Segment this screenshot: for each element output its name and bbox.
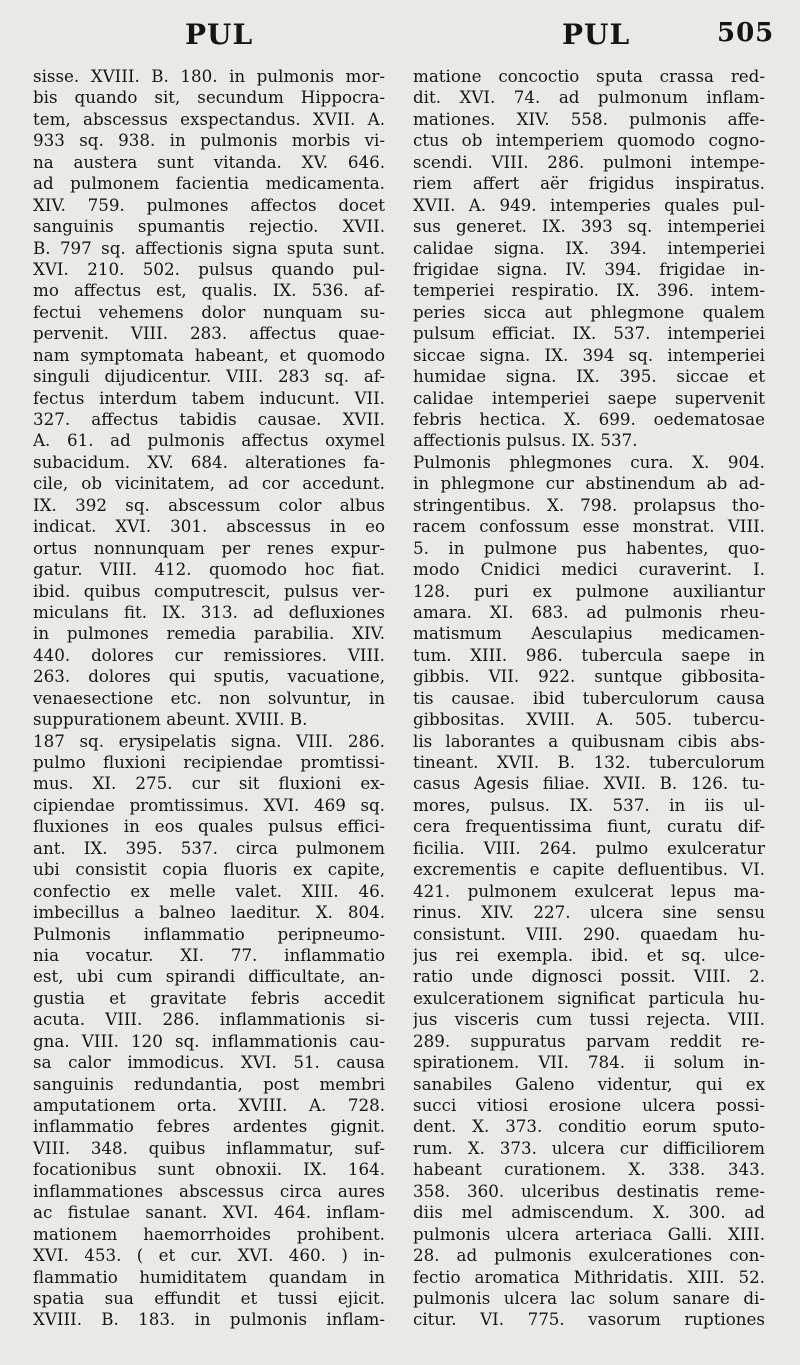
text-line: indicat. XVI. 301. abscessus in eo bbox=[33, 516, 385, 537]
text-line: cipiendae promtissimus. XVI. 469 sq. bbox=[33, 794, 385, 815]
text-line: gibbositas. XVIII. A. 505. tubercu- bbox=[413, 709, 765, 730]
text-line: inflammatio febres ardentes gignit. bbox=[33, 1116, 385, 1137]
text-line: gna. VIII. 120 sq. inflammationis cau- bbox=[33, 1030, 385, 1051]
text-line: venaesectione etc. non solvuntur, in bbox=[33, 687, 385, 708]
page-number: 505 bbox=[717, 18, 775, 48]
text-line: gustia et gravitate febris accedit bbox=[33, 987, 385, 1008]
text-line: focationibus sunt obnoxii. IX. 164. bbox=[33, 1159, 385, 1180]
text-line: B. 797 sq. affectionis signa sputa sunt. bbox=[33, 237, 385, 258]
text-line: 289. suppuratus parvam reddit re- bbox=[413, 1030, 765, 1051]
text-line: matione concoctio sputa crassa red- bbox=[413, 66, 765, 86]
text-line: modo Cnidici medici curaverint. I. bbox=[413, 559, 765, 580]
text-line: ad pulmonem facientia medicamenta. bbox=[33, 173, 385, 194]
text-line: nia vocatur. XI. 77. inflammatio bbox=[33, 944, 385, 965]
text-line: na austera sunt vitanda. XV. 646. bbox=[33, 151, 385, 172]
text-line: cile, ob vicinitatem, ad cor accedunt. bbox=[33, 473, 385, 494]
header-right-word: PUL bbox=[562, 18, 631, 51]
text-line: 128. puri ex pulmone auxiliantur bbox=[413, 580, 765, 601]
text-line: calidae intemperiei saepe supervenit bbox=[413, 387, 765, 408]
text-line: lis laborantes a quibusnam cibis abs- bbox=[413, 730, 765, 751]
text-line: dent. X. 373. conditio eorum sputo- bbox=[413, 1116, 765, 1137]
text-line: pulsum efficiat. IX. 537. intemperiei bbox=[413, 323, 765, 344]
text-line: suppurationem abeunt. XVIII. B. bbox=[33, 709, 308, 730]
text-line: XVII. A. 949. intemperies quales pul- bbox=[413, 194, 765, 215]
running-header bbox=[0, 18, 800, 58]
text-line: bis quando sit, secundum Hippocra- bbox=[33, 87, 385, 108]
text-line: amputationem orta. XVIII. A. 728. bbox=[33, 1095, 385, 1115]
text-line: acuta. VIII. 286. inflammationis si- bbox=[33, 1009, 385, 1030]
text-line: mores, pulsus. IX. 537. in iis ul- bbox=[413, 794, 765, 815]
text-line: succi vitiosi erosione ulcera possi- bbox=[413, 1095, 765, 1115]
text-line: VIII. 348. quibus inflammatur, suf- bbox=[33, 1137, 385, 1158]
left-column bbox=[33, 66, 385, 1331]
text-line: gatur. VIII. 412. quomodo hoc fiat. bbox=[33, 559, 385, 580]
text-line: in phlegmone cur abstinendum ab ad- bbox=[413, 473, 765, 494]
text-line: ubi consistit copia fluoris ex capite, bbox=[33, 859, 385, 880]
text-line: sanguinis spumantis rejectio. XVII. bbox=[33, 216, 385, 237]
text-columns bbox=[33, 66, 767, 1356]
text-line: 5. in pulmone pus habentes, quo- bbox=[413, 537, 765, 558]
text-line: fluxiones in eos quales pulsus effici- bbox=[33, 816, 385, 837]
text-line: consistunt. VIII. 290. quaedam hu- bbox=[413, 923, 765, 944]
text-line: stringentibus. X. 798. prolapsus tho- bbox=[413, 494, 765, 515]
text-line: XVIII. B. 183. in pulmonis inflam- bbox=[33, 1309, 385, 1330]
text-line: ibid. quibus computrescit, pulsus ver- bbox=[33, 580, 385, 601]
text-line: sanabiles Galeno videntur, qui ex bbox=[413, 1073, 765, 1094]
text-line: A. 61. ad pulmonis affectus oxymel bbox=[33, 430, 385, 451]
text-line: ficilia. VIII. 264. pulmo exulceratur bbox=[413, 837, 765, 858]
text-line: exulcerationem significat particula hu- bbox=[413, 987, 765, 1008]
text-line: mationem haemorrhoides prohibent. bbox=[33, 1223, 385, 1244]
text-line: 263. dolores qui sputis, vacuatione, bbox=[33, 666, 385, 687]
text-line: sus generet. IX. 393 sq. intemperiei bbox=[413, 216, 765, 237]
text-line: ac fistulae sanant. XVI. 464. inflam- bbox=[33, 1202, 385, 1223]
text-line: pulmo fluxioni recipiendae promtissi- bbox=[33, 752, 385, 772]
text-line: diis mel admiscendum. X. 300. ad bbox=[413, 1202, 765, 1223]
text-line: in pulmones remedia parabilia. XIV. bbox=[33, 623, 385, 644]
text-line: pulmonis ulcera lac solum sanare di- bbox=[413, 1287, 765, 1308]
text-line: sa calor immodicus. XVI. 51. causa bbox=[33, 1052, 385, 1073]
text-line: temperiei respiratio. IX. 396. intem- bbox=[413, 280, 765, 301]
text-line: spatia sua effundit et tussi ejicit. bbox=[33, 1287, 385, 1308]
text-line: peries sicca aut phlegmone qualem bbox=[413, 301, 765, 322]
text-line: est, ubi cum spirandi difficultate, an- bbox=[33, 966, 385, 987]
right-column bbox=[413, 66, 765, 1331]
text-line: IX. 392 sq. abscessum color albus bbox=[33, 494, 385, 515]
text-line: jus rei exempla. ibid. et sq. ulce- bbox=[413, 944, 765, 965]
text-line: gibbis. VII. 922. suntque gibbosita- bbox=[413, 666, 765, 687]
text-line: jus visceris cum tussi rejecta. VIII. bbox=[413, 1009, 765, 1030]
text-line: ortus nonnunquam per renes expur- bbox=[33, 537, 385, 558]
text-line: flammatio humiditatem quandam in bbox=[33, 1266, 385, 1287]
text-line: tum. XIII. 986. tubercula saepe in bbox=[413, 644, 765, 665]
text-line: fectui vehemens dolor nunquam su- bbox=[33, 301, 385, 322]
text-line: siccae signa. IX. 394 sq. intemperiei bbox=[413, 344, 765, 365]
text-line: inflammationes abscessus circa aures bbox=[33, 1180, 385, 1201]
text-line: dit. XVI. 74. ad pulmonum inflam- bbox=[413, 87, 765, 108]
text-line: ratio unde dignosci possit. VIII. 2. bbox=[413, 966, 765, 987]
text-line: racem confossum esse monstrat. VIII. bbox=[413, 516, 765, 537]
text-line: tis causae. ibid tuberculorum causa bbox=[413, 687, 765, 708]
text-line: 327. affectus tabidis causae. XVII. bbox=[33, 409, 385, 429]
text-line: spirationem. VII. 784. ii solum in- bbox=[413, 1052, 765, 1073]
text-line: ctus ob intemperiem quomodo cogno- bbox=[413, 130, 765, 151]
text-line: 187 sq. erysipelatis signa. VIII. 286. bbox=[33, 730, 385, 751]
text-line: Pulmonis phlegmones cura. X. 904. bbox=[413, 451, 765, 472]
text-line: pervenit. VIII. 283. affectus quae- bbox=[33, 323, 385, 344]
text-line: 933 sq. 938. in pulmonis morbis vi- bbox=[33, 130, 385, 151]
text-line: 28. ad pulmonis exulcerationes con- bbox=[413, 1245, 765, 1266]
text-line: febris hectica. X. 699. oedematosae bbox=[413, 409, 765, 429]
text-line: confectio ex melle valet. XIII. 46. bbox=[33, 880, 385, 901]
text-line: rum. X. 373. ulcera cur difficiliorem bbox=[413, 1137, 765, 1158]
text-line: scendi. VIII. 286. pulmoni intempe- bbox=[413, 151, 765, 172]
text-line: matismum Aesculapius medicamen- bbox=[413, 623, 765, 644]
text-line: humidae signa. IX. 395. siccae et bbox=[413, 366, 765, 387]
text-line: imbecillus a balneo laeditur. X. 804. bbox=[33, 902, 385, 923]
text-line: excrementis e capite defluentibus. VI. bbox=[413, 859, 765, 880]
text-line: cera frequentissima fiunt, curatu dif- bbox=[413, 816, 765, 837]
text-line: pulmonis ulcera arteriaca Galli. XIII. bbox=[413, 1223, 765, 1244]
text-line: miculans fit. IX. 313. ad defluxiones bbox=[33, 601, 385, 622]
text-line: Pulmonis inflammatio peripneumo- bbox=[33, 923, 385, 944]
text-line: mus. XI. 275. cur sit fluxioni ex- bbox=[33, 773, 385, 794]
text-line: singuli dijudicentur. VIII. 283 sq. af- bbox=[33, 366, 385, 387]
text-line: riem affert aër frigidus inspiratus. bbox=[413, 173, 765, 194]
text-line: 358. 360. ulceribus destinatis reme- bbox=[413, 1180, 765, 1201]
text-line: calidae signa. IX. 394. intemperiei bbox=[413, 237, 765, 258]
text-line: mo affectus est, qualis. IX. 536. af- bbox=[33, 280, 385, 301]
text-line: frigidae signa. IV. 394. frigidae in- bbox=[413, 258, 765, 279]
text-line: 421. pulmonem exulcerat lepus ma- bbox=[413, 880, 765, 901]
text-line: affectionis pulsus. IX. 537. bbox=[413, 430, 638, 451]
text-line: tem, abscessus exspectandus. XVII. A. bbox=[33, 108, 385, 129]
text-line: XIV. 759. pulmones affectos docet bbox=[33, 194, 385, 215]
text-line: tineant. XVII. B. 132. tuberculorum bbox=[413, 752, 765, 772]
text-line: mationes. XIV. 558. pulmonis affe- bbox=[413, 108, 765, 129]
text-line: rinus. XIV. 227. ulcera sine sensu bbox=[413, 902, 765, 923]
text-line: sisse. XVIII. B. 180. in pulmonis mor- bbox=[33, 66, 385, 86]
text-line: amara. XI. 683. ad pulmonis rheu- bbox=[413, 601, 765, 622]
text-line: habeant curationem. X. 338. 343. bbox=[413, 1159, 765, 1180]
text-line: fectio aromatica Mithridatis. XIII. 52. bbox=[413, 1266, 765, 1287]
text-line: casus Agesis filiae. XVII. B. 126. tu- bbox=[413, 773, 765, 794]
text-line: 440. dolores cur remissiores. VIII. bbox=[33, 644, 385, 665]
text-line: XVI. 453. ( et cur. XVI. 460. ) in- bbox=[33, 1245, 385, 1266]
text-line: XVI. 210. 502. pulsus quando pul- bbox=[33, 258, 385, 279]
text-line: citur. VI. 775. vasorum ruptiones bbox=[413, 1309, 765, 1330]
text-line: subacidum. XV. 684. alterationes fa- bbox=[33, 451, 385, 472]
text-line: nam symptomata habeant, et quomodo bbox=[33, 344, 385, 365]
text-line: fectus interdum tabem inducunt. VII. bbox=[33, 387, 385, 408]
header-left-word: PUL bbox=[185, 18, 254, 51]
text-line: ant. IX. 395. 537. circa pulmonem bbox=[33, 837, 385, 858]
text-line: sanguinis redundantia, post membri bbox=[33, 1073, 385, 1094]
